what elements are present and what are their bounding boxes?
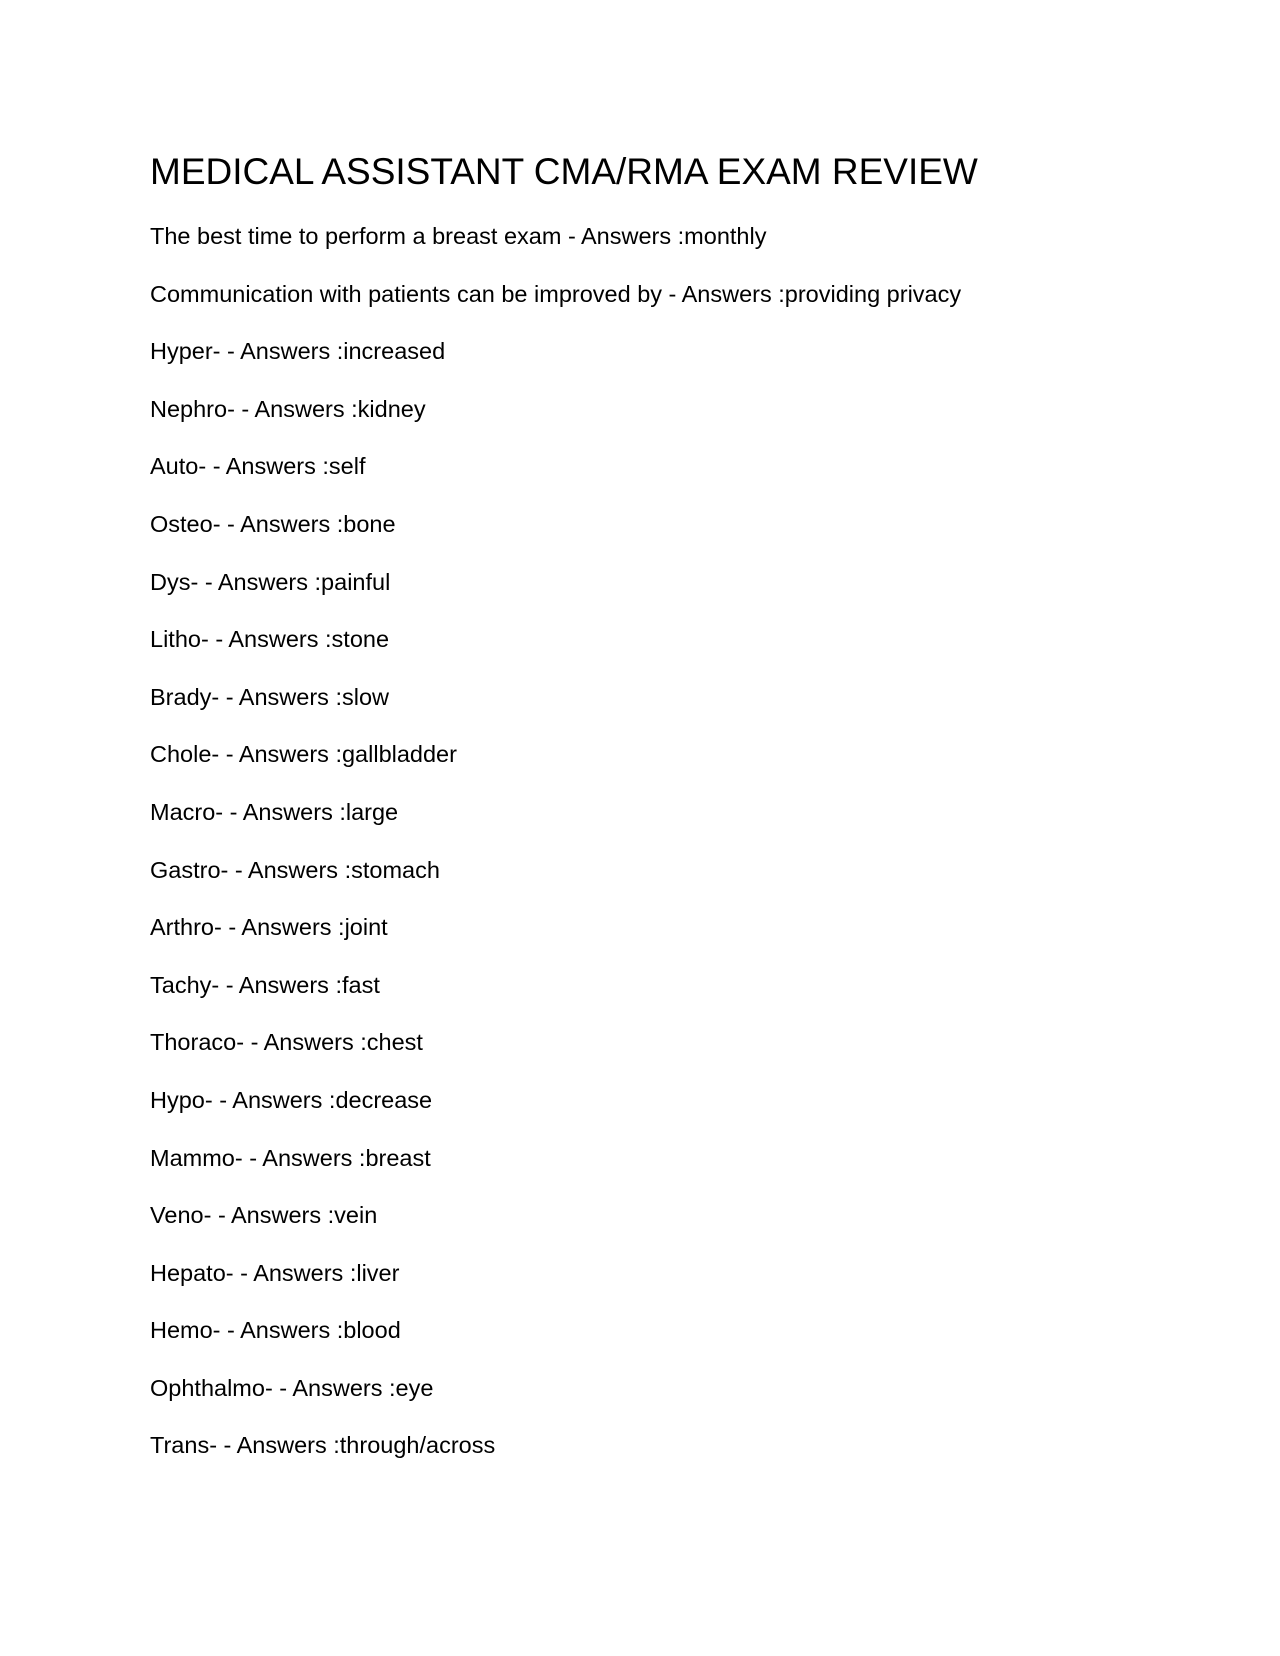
qa-item: Thoraco- - Answers :chest bbox=[150, 1029, 423, 1056]
qa-item: Communication with patients can be improved by - Answers :providing privacy bbox=[150, 280, 962, 307]
qa-item: Auto- - Answers :self bbox=[150, 453, 366, 480]
qa-item: Hepato- - Answers :liver bbox=[150, 1259, 400, 1286]
qa-item: Hemo- - Answers :blood bbox=[150, 1317, 401, 1344]
qa-item: Nephro- - Answers :kidney bbox=[150, 395, 426, 422]
qa-item: Ophthalmo- - Answers :eye bbox=[150, 1374, 434, 1401]
qa-item: Macro- - Answers :large bbox=[150, 798, 399, 825]
document-title: MEDICAL ASSISTANT CMA/RMA EXAM REVIEW bbox=[150, 151, 978, 192]
qa-item: Dys- - Answers :painful bbox=[150, 568, 391, 595]
qa-item: Osteo- - Answers :bone bbox=[150, 510, 396, 537]
qa-item: The best time to perform a breast exam - Answers :monthly bbox=[150, 223, 767, 249]
qa-item: Veno- - Answers :vein bbox=[150, 1202, 378, 1229]
qa-item: Hyper- - Answers :increased bbox=[150, 338, 446, 365]
qa-item: Trans- - Answers :through/across bbox=[150, 1432, 496, 1459]
qa-item: Hypo- - Answers :decrease bbox=[150, 1086, 433, 1113]
qa-item: Brady- - Answers :slow bbox=[150, 683, 389, 710]
qa-item: Mammo- - Answers :breast bbox=[150, 1144, 431, 1171]
qa-item: Gastro- - Answers :stomach bbox=[150, 856, 440, 883]
qa-item: Chole- - Answers :gallbladder bbox=[150, 741, 457, 768]
qa-item: Arthro- - Answers :joint bbox=[150, 914, 388, 941]
qa-list bbox=[150, 216, 961, 1483]
qa-item: Tachy- - Answers :fast bbox=[150, 971, 380, 998]
qa-item: Litho- - Answers :stone bbox=[150, 626, 390, 653]
